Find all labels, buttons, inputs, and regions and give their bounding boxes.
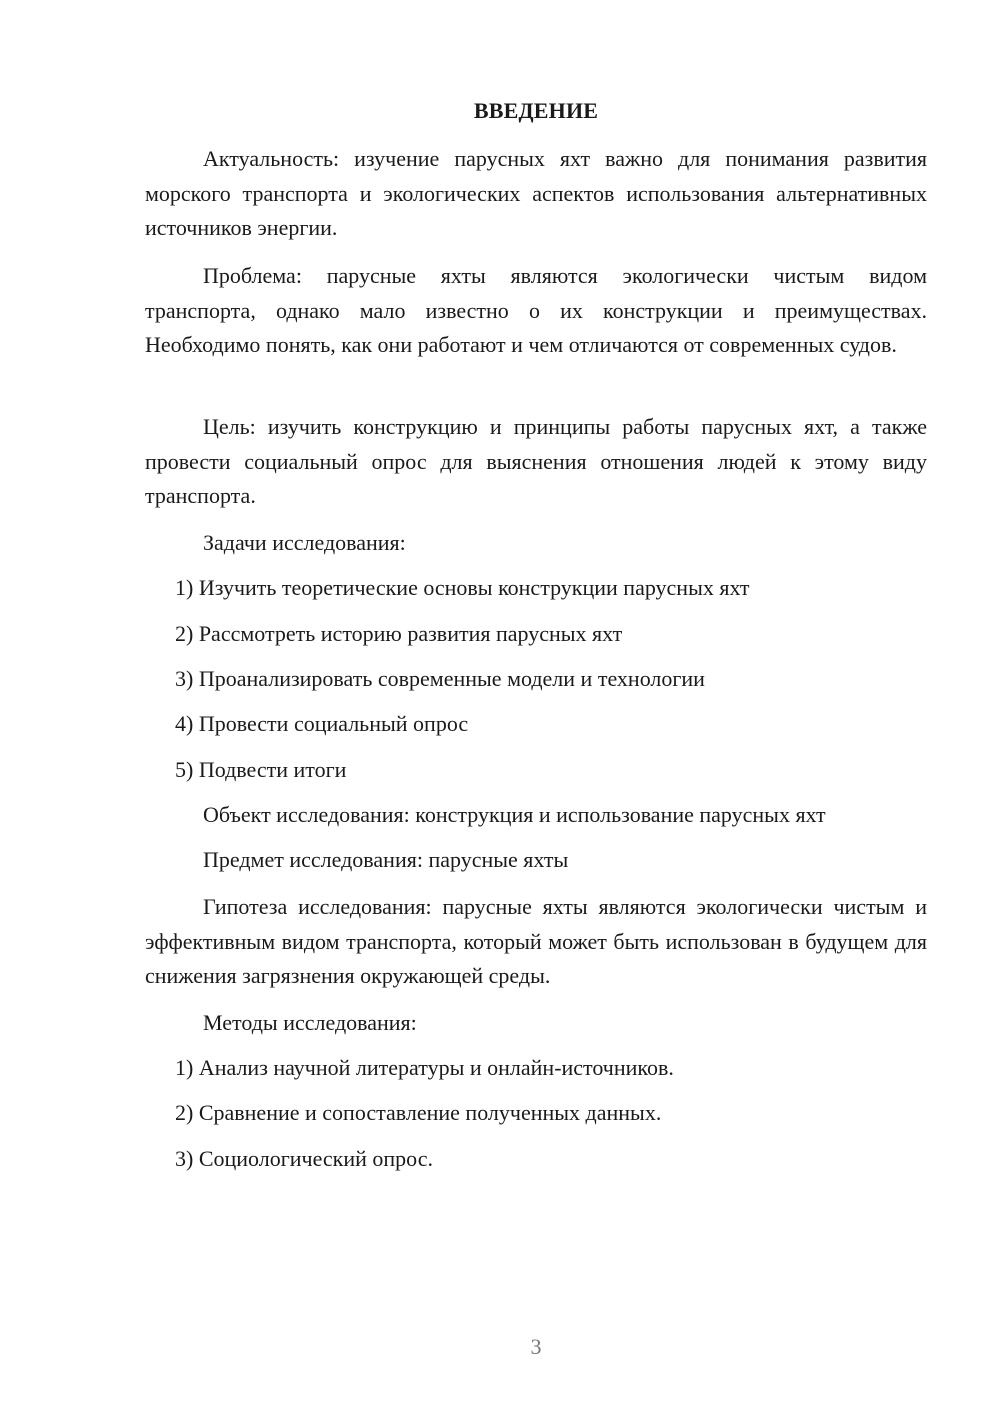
page-number: 3 — [530, 1334, 542, 1359]
tasks-label: Задачи исследования: — [203, 530, 406, 555]
problem-paragraph: Проблема: парусные яхты являются экологически чистым видом транспорта, однако мало известно о их конструкции и преимуществах. Необходимо понять, как они работают и чем отличаются от современных судов. — [145, 263, 927, 357]
methods-label: Методы исследования: — [203, 1010, 417, 1035]
task-item: 3) Проанализировать современные модели и технологии — [175, 666, 705, 691]
subject-line: Предмет исследования: парусные яхты — [203, 847, 569, 872]
hypothesis-paragraph: Гипотеза исследования: парусные яхты являются экологически чистым и эффективным видом транспорта, который может быть использован в будущем для снижения загрязнения окружающей среды. — [145, 894, 927, 988]
task-item: 2) Рассмотреть историю развития парусных яхт — [175, 621, 623, 646]
task-item: 5) Подвести итоги — [175, 757, 347, 782]
method-item: 2) Сравнение и сопоставление полученных данных. — [175, 1100, 662, 1125]
relevance-paragraph: Актуальность: изучение парусных яхт важно для понимания развития морского транспорта и экологических аспектов использования альтернативных источников энергии. — [145, 146, 927, 240]
task-item: 4) Провести социальный опрос — [175, 711, 469, 736]
page-title: ВВЕДЕНИЕ — [473, 98, 599, 123]
goal-paragraph: Цель: изучить конструкцию и принципы работы парусных яхт, а также провести социальный опрос для выяснения отношения людей к этому виду транспорта. — [145, 414, 927, 508]
method-item: 1) Анализ научной литературы и онлайн-источников. — [175, 1055, 674, 1080]
object-line: Объект исследования: конструкция и использование парусных яхт — [203, 802, 826, 827]
method-item: 3) Социологический опрос. — [175, 1146, 433, 1171]
task-item: 1) Изучить теоретические основы конструкции парусных яхт — [175, 575, 750, 600]
